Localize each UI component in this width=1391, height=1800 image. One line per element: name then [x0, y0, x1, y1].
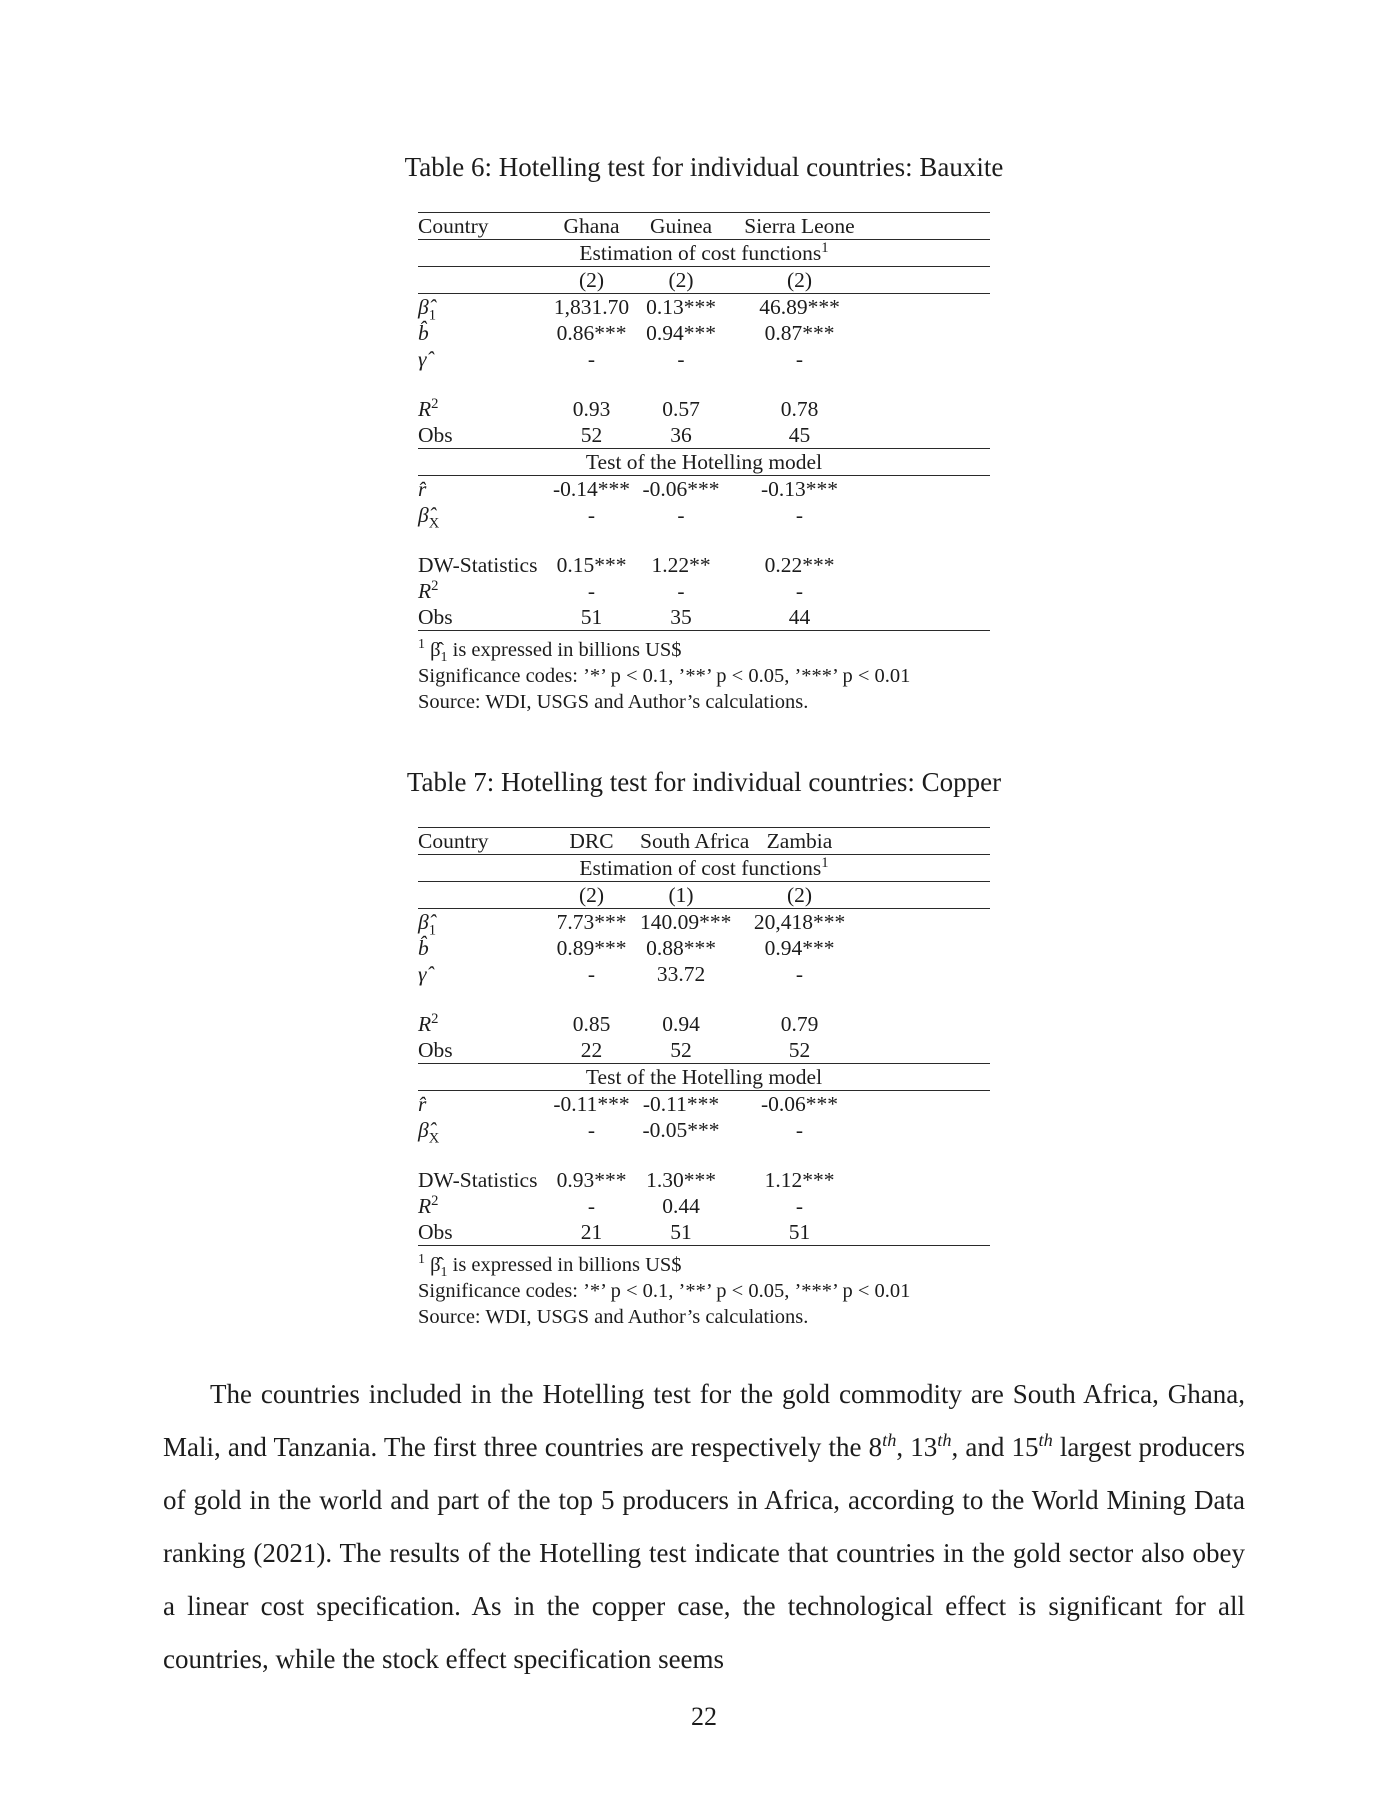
row-label: $R^2$ — [418, 1192, 439, 1218]
footnote-line: $^1$ $\betâ_1$ is expressed in billions US$ — [418, 1252, 682, 1281]
filler-cell — [877, 935, 990, 961]
value-cell: 0.44 — [662, 1194, 700, 1218]
table-row — [418, 1167, 990, 1193]
value-cell: 0.22*** — [764, 553, 835, 577]
column-header: Zambia — [766, 829, 833, 853]
row-label: DW-Statistics — [418, 553, 538, 577]
row-label: $R^2$ — [418, 395, 439, 421]
spec-cell: (1) — [668, 883, 694, 907]
table-row — [418, 346, 990, 372]
value-cell: -0.05*** — [642, 1118, 720, 1142]
row-label: $R^2$ — [418, 1010, 439, 1036]
filler-cell — [877, 604, 990, 631]
value-cell: 1.12*** — [764, 1168, 835, 1192]
value-cell: - — [587, 1194, 596, 1218]
value-cell: 52 — [788, 1038, 811, 1062]
row-label: DW-Statistics — [418, 1168, 538, 1192]
filler-cell — [877, 294, 990, 321]
value-cell: 45 — [788, 423, 811, 447]
table-row — [418, 604, 990, 631]
spacer-row — [418, 528, 990, 552]
value-cell: 1,831.70 — [553, 295, 630, 319]
column-header: Guinea — [649, 214, 713, 238]
value-cell: 1.22** — [651, 553, 711, 577]
filler-cell — [877, 1193, 990, 1219]
value-cell: 21 — [580, 1220, 603, 1244]
filler-cell — [877, 909, 990, 936]
column-header: Country — [418, 214, 489, 238]
row-label: $\betâ_1$ — [418, 910, 437, 939]
value-cell: 140.09*** — [640, 910, 732, 934]
value-cell: 22 — [580, 1038, 603, 1062]
table-6-footnotes — [418, 637, 990, 715]
row-label: Obs — [418, 1220, 453, 1244]
section-row — [418, 240, 990, 267]
spec-row — [418, 267, 990, 294]
column-header-row — [418, 213, 990, 240]
section-title: Test of the Hotelling model — [585, 450, 823, 474]
value-cell: 0.93 — [572, 397, 611, 421]
spec-cell: (2) — [668, 268, 694, 292]
filler-cell — [877, 476, 990, 503]
table-7-wrap — [418, 827, 990, 1330]
table-row — [418, 1117, 990, 1143]
table-row — [418, 552, 990, 578]
row-label: $\betâ_X$ — [418, 1118, 440, 1147]
filler-cell — [877, 1219, 990, 1246]
row-label: r̂ — [418, 477, 427, 501]
row-label: $\betâ_1$ — [418, 295, 437, 324]
value-cell: - — [677, 579, 685, 603]
footnote-line: Source: WDI, USGS and Author’s calculations. — [418, 1306, 809, 1328]
value-cell: 1.30*** — [646, 1168, 716, 1192]
value-cell: - — [795, 347, 804, 371]
value-cell: 7.73*** — [556, 910, 627, 934]
table-row — [418, 961, 990, 987]
value-cell: 0.94*** — [764, 936, 835, 960]
row-label: r̂ — [418, 1092, 427, 1116]
value-cell: - — [795, 503, 804, 527]
value-cell: -0.14*** — [552, 477, 631, 501]
value-cell: -0.06*** — [642, 477, 720, 501]
value-cell: 33.72 — [656, 962, 706, 986]
value-cell: -0.13*** — [760, 477, 839, 501]
table-7-footnotes — [418, 1252, 990, 1330]
filler-cell — [877, 552, 990, 578]
table-row — [418, 294, 990, 321]
value-cell: 52 — [580, 423, 603, 447]
value-cell: 0.93*** — [556, 1168, 627, 1192]
value-cell: 44 — [788, 605, 811, 629]
value-cell: 51 — [580, 605, 603, 629]
row-label: $\betâ_X$ — [418, 503, 440, 532]
filler-cell — [877, 422, 990, 449]
table-7 — [418, 827, 990, 1246]
row-label: b̂ — [418, 936, 429, 960]
section-row — [418, 855, 990, 882]
spec-cell: (2) — [786, 883, 813, 907]
row-label: $R^2$ — [418, 577, 439, 603]
spec-cell: (2) — [578, 883, 605, 907]
spacer-row — [418, 987, 990, 1011]
value-cell: 0.78 — [780, 397, 819, 421]
column-header: DRC — [569, 829, 614, 853]
value-cell: - — [587, 347, 596, 371]
value-cell: 0.89*** — [556, 936, 627, 960]
spec-row — [418, 882, 990, 909]
filler-cell — [877, 1167, 990, 1193]
value-cell: 0.94*** — [646, 321, 716, 345]
value-cell: -0.06*** — [760, 1092, 839, 1116]
row-label: Obs — [418, 605, 453, 629]
row-label — [418, 882, 543, 909]
column-header: South Africa — [640, 829, 750, 853]
value-cell: 0.13*** — [646, 295, 716, 319]
value-cell: 0.85 — [572, 1012, 611, 1036]
value-cell: - — [587, 1118, 596, 1142]
row-label: Obs — [418, 1038, 453, 1062]
value-cell: - — [587, 503, 596, 527]
column-header: Country — [418, 829, 489, 853]
table-row — [418, 935, 990, 961]
table-row — [418, 1091, 990, 1118]
section-title: Estimation of cost functions$^1$ — [579, 239, 829, 265]
table-row — [418, 502, 990, 528]
value-cell: - — [587, 579, 596, 603]
table-row — [418, 1193, 990, 1219]
row-label: b̂ — [418, 321, 429, 345]
table-row — [418, 1011, 990, 1037]
table-row — [418, 422, 990, 449]
footnote-line: Significance codes: ’*’ p < 0.1, ’**’ p < 0.05, ’***’ p < 0.01 — [418, 1280, 911, 1302]
value-cell: 0.94 — [662, 1012, 700, 1036]
value-cell: 0.79 — [780, 1012, 819, 1036]
filler-cell — [877, 882, 990, 909]
table-row — [418, 396, 990, 422]
value-cell: - — [795, 962, 804, 986]
body-paragraph: The countries included in the Hotelling test for the gold commodity are South Africa, Ghana, Mali, and Tanzania. The first three countries are respectively the 8th, 13th, and 15th largest producers of gold in the world and part of the top 5 producers in Africa, according to the World Mining Data ranking (2021). The results of the Hotelling test indicate that countries in the gold sector also obey a linear cost specification. As in the copper case, the technological effect is significant for all countries, while the stock effect specification seems — [163, 1379, 1245, 1674]
table-6 — [418, 212, 990, 631]
spec-cell: (2) — [578, 268, 605, 292]
value-cell: 0.87*** — [764, 321, 835, 345]
value-cell: 0.88*** — [646, 936, 716, 960]
filler-cell — [877, 1011, 990, 1037]
filler-cell — [877, 1091, 990, 1118]
row-label: γ̂ — [418, 962, 427, 986]
filler-cell — [877, 1117, 990, 1143]
value-cell: 35 — [670, 605, 692, 629]
filler-cell — [877, 346, 990, 372]
column-header-row — [418, 828, 990, 855]
value-cell: 36 — [670, 423, 692, 447]
footnote-line: Source: WDI, USGS and Author’s calculations. — [418, 691, 809, 713]
table-row — [418, 909, 990, 936]
table-7-caption: Table 7: Hotelling test for individual countries: Copper — [406, 767, 1002, 797]
row-label: Obs — [418, 423, 453, 447]
table-row — [418, 1219, 990, 1246]
value-cell: -0.11*** — [642, 1092, 720, 1116]
value-cell: - — [795, 1194, 804, 1218]
value-cell: 51 — [788, 1220, 811, 1244]
table-6-wrap — [418, 212, 990, 715]
table-row — [418, 476, 990, 503]
filler-cell — [877, 1037, 990, 1064]
filler-cell — [877, 267, 990, 294]
value-cell: 52 — [670, 1038, 692, 1062]
spacer-row — [418, 1143, 990, 1167]
value-cell: 0.57 — [662, 397, 700, 421]
value-cell: 51 — [670, 1220, 692, 1244]
spacer-row — [418, 372, 990, 396]
filler-cell — [877, 578, 990, 604]
section-title: Test of the Hotelling model — [585, 1065, 823, 1089]
column-header: Ghana — [563, 214, 620, 238]
table-row — [418, 320, 990, 346]
value-cell: - — [795, 1118, 804, 1142]
value-cell: - — [677, 347, 685, 371]
filler-cell — [877, 502, 990, 528]
section-title: Estimation of cost functions$^1$ — [579, 854, 829, 880]
value-cell: -0.11*** — [553, 1092, 630, 1116]
table-6-caption: Table 6: Hotelling test for individual countries: Bauxite — [404, 152, 1004, 182]
spec-cell: (2) — [786, 268, 813, 292]
column-header: Sierra Leone — [744, 214, 855, 238]
filler-cell — [877, 396, 990, 422]
value-cell: - — [677, 503, 685, 527]
filler-cell — [877, 320, 990, 346]
filler-cell — [877, 828, 990, 855]
page-number: 22 — [691, 1702, 717, 1731]
table-row — [418, 1037, 990, 1064]
row-label: γ̂ — [418, 347, 427, 371]
section-row — [418, 1064, 990, 1091]
value-cell: 46.89*** — [759, 295, 840, 319]
value-cell: 0.15*** — [556, 553, 627, 577]
value-cell: - — [795, 579, 804, 603]
table-row — [418, 578, 990, 604]
row-label — [418, 267, 543, 294]
value-cell: 20,418*** — [753, 910, 846, 934]
filler-cell — [877, 961, 990, 987]
value-cell: 0.86*** — [556, 321, 627, 345]
filler-cell — [877, 213, 990, 240]
footnote-line: $^1$ $\betâ_1$ is expressed in billions US$ — [418, 637, 682, 666]
footnote-line: Significance codes: ’*’ p < 0.1, ’**’ p < 0.05, ’***’ p < 0.01 — [418, 665, 911, 687]
value-cell: - — [587, 962, 596, 986]
section-row — [418, 449, 990, 476]
